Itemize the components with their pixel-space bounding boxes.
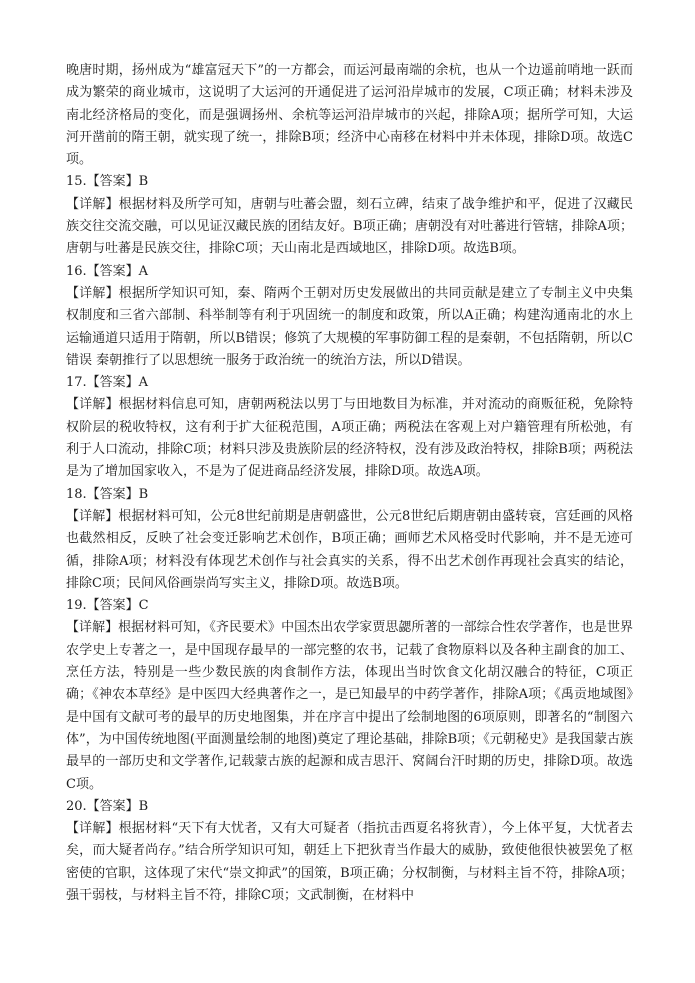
explanation-17: 【详解】根据材料信息可知，唐朝两税法以男丁与田地数目为标准，并对流动的商贩征税，免除特权阶层的税收特权，这有利于扩大征税范围，A项正确；两税法在客观上对户籍管理有所松弛，有利于人口流动，排除C项；材料只涉及贵族阶层的经济特权，没有涉及政治特权，排除B项；两税法是为了增加国家收入，不是为了促进商品经济发展，排除D项。故选A项。 xyxy=(66,397,633,480)
explanation-20: 【详解】根据材料“天下有大忧者，又有大可疑者（指抗击西夏名将狄青），今上体平复，大忧者去矣，而大疑者尚存。”结合所学知识可知，朝廷上下把狄青当作最大的威胁，致使他很快被罢免了枢密使的官职，这体现了宋代“崇文抑武”的国策，B项正确；分权制衡，与材料主旨不符，排除A项；强干弱枝，与材料主旨不符，排除C项；文武制衡，在材料中 xyxy=(66,821,633,903)
answer-17: 17.【答案】A xyxy=(66,375,149,391)
explanation-16: 【详解】根据所学知识可知，秦、隋两个王朝对历史发展做出的共同贡献是建立了专制主义中央集权制度和三省六部制、科举制等有利于巩固统一的制度和政策，所以A正确；构建沟通南北的水上运输通道只适用于隋朝，所以B错误；修筑了大规模的军事防御工程的是秦朝，不包括隋朝，所以C错误 秦朝推行了以思想统一服务于政治统一的统治方法，所以D错误。 xyxy=(66,285,633,368)
explanation-18: 【详解】根据材料可知，公元8世纪前期是唐朝盛世，公元8世纪后期唐朝由盛转衰，宫廷画的风格也截然相反，反映了社会变迁影响艺术创作，B项正确；画师艺术风格受时代影响，并不是无迹可循，排除A项；材料没有体现艺术创作与社会真实的关系，得不出艺术创作再现社会真实的结论，排除C项；民间风俗画崇尚写实主义，排除D项。故选B项。 xyxy=(66,508,633,591)
answer-16: 16.【答案】A xyxy=(66,263,149,279)
paragraph-14-tail: 晚唐时期，扬州成为“雄富冠天下”的一方都会，而运河最南端的余杭，也从一个边遥前哨地一跃而成为繁荣的商业城市，这说明了大运河的开通促进了运河沿岸城市的发展，C项正确；材料未涉及南北经济格局的变化，而是强调扬州、余杭等运河沿岸城市的兴起，排除A项；据所学可知，大运河开凿前的隋王朝，就实现了统一，排除B项；经济中心南移在材料中并未体现，排除D项。故选C项。 xyxy=(66,63,633,168)
explanation-19: 【详解】根据材料可知，《齐民要术》中国杰出农学家贾思勰所著的一部综合性农学著作，也是世界农学史上专著之一，是中国现存最早的一部完整的农书，记载了食物原料以及各种主副食的加工、烹任方法，特别是一些少数民族的肉食制作方法，体现出当时饮食文化胡汉融合的特征，C项正确；《神农本草经》是中医四大经典著作之一，是已知最早的中药学著作，排除A项；《禹贡地域图》是中国有文献可考的最早的历史地图集，并在序言中提出了绘制地图的6项原则，即著名的“制图六体”，为中国传统地图(平面测量绘制的地图)奠定了理论基础，排除B项；《元朝秘史》是我国蒙古族最早的一部历史和文学著作,记载蒙古族的起源和成吉思汗、窝阔台汗时期的历史，排除D项。故选C项。 xyxy=(66,620,633,792)
answer-15: 15.【答案】B xyxy=(66,174,149,190)
answer-18: 18.【答案】B xyxy=(66,486,149,502)
answer-20: 20.【答案】B xyxy=(66,798,149,814)
answer-19: 19.【答案】C xyxy=(66,598,149,614)
explanation-15: 【详解】根据材料及所学可知，唐朝与吐蕃会盟，刻石立碑，结束了战争维护和平，促进了汉藏民族交往交流交融，可以见证汉藏民族的团结友好。B项正确；唐朝没有对吐蕃进行管辖，排除A项；唐朝与吐蕃是民族交往，排除C项；天山南北是西域地区，排除D项。故选B项。 xyxy=(66,196,633,257)
